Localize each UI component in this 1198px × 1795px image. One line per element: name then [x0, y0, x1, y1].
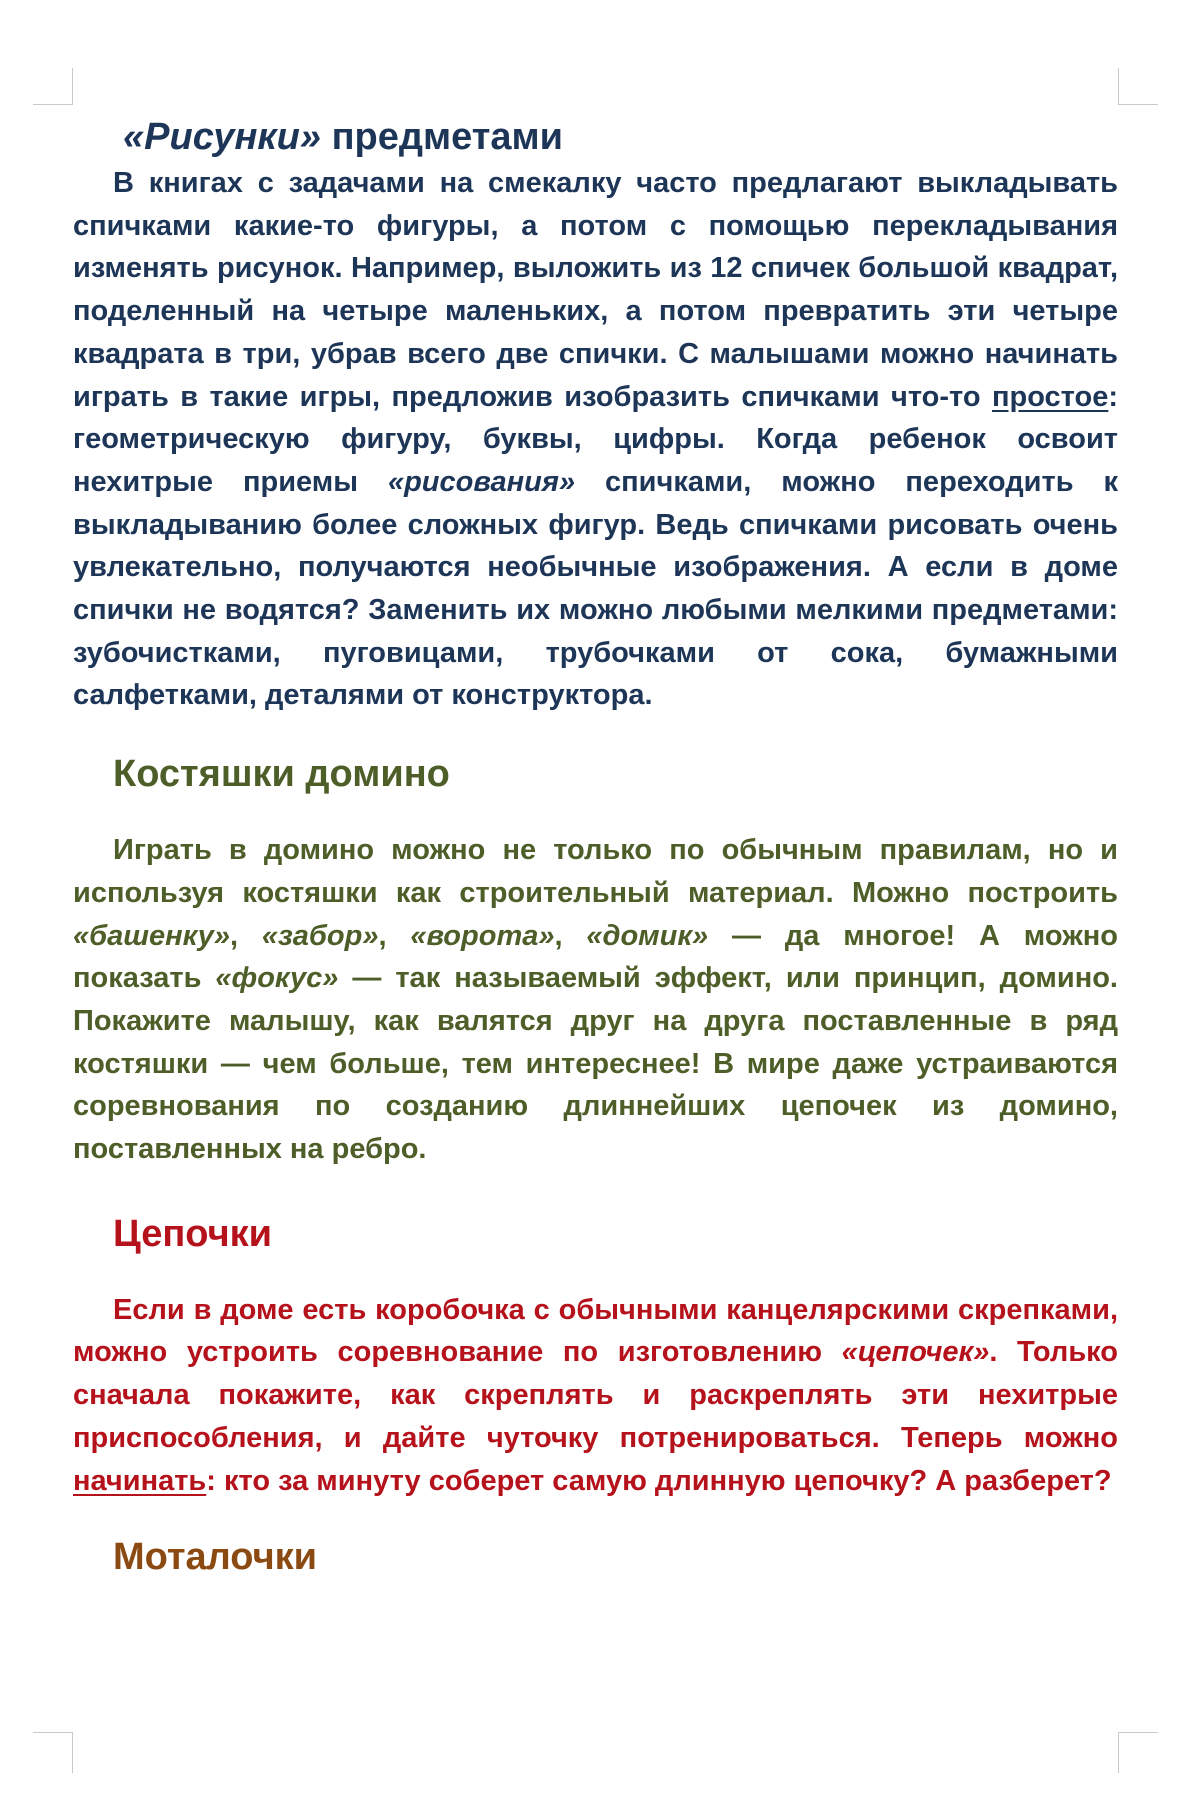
italic-phrase: «ворота» — [410, 919, 555, 952]
crop-mark-bottom-right — [1118, 1732, 1158, 1773]
section-title: Моталочки — [113, 1536, 318, 1579]
section-title: Костяшки домино — [113, 753, 450, 796]
underlined-word: простое — [991, 380, 1109, 413]
text-run: . Только сначала покажите, как скреплять и раскреплять эти нехитрые приспособления, и дайте чуточку потренироваться. Теперь можно — [73, 1336, 1118, 1454]
italic-phrase: «рисования» — [387, 465, 576, 498]
italic-phrase: «цепочек» — [841, 1336, 990, 1369]
text-run: спичками, можно переходить к выкладыванию более сложных фигур. Ведь спичками рисовать очень увлекательно, получаются необычные изображения. А если в доме спички не водятся? Заменить их можно любыми мелкими предметами: зубочистками, пуговицами, трубочками от сока, бумажными салфетками, деталями от конструктора. — [73, 465, 1118, 712]
section-domino — [73, 749, 1118, 1171]
text-run: , — [229, 919, 262, 952]
text-run: , — [378, 919, 411, 952]
section-chains — [73, 1209, 1118, 1503]
text-run: В книгах с задачами на смекалку часто предлагают выкладывать спичками какие-то фигуры, а потом с помощью перекладывания изменять рисунок. Например, выложить из 12 спичек большой квадрат, поделенный на четыре маленьких, а потом превратить эти четыре квадрата в три, убрав всего две спички. С малышами можно начинать играть в такие игры, предложив изобразить спичками что-то — [73, 167, 1118, 413]
italic-phrase: «башенку» — [73, 919, 230, 952]
section-title-rest: предметами — [331, 116, 563, 158]
text-run: : геометрическую фигуру, буквы, цифры. Когда ребенок освоит нехитрые приемы — [73, 380, 1118, 498]
crop-mark-top-left — [33, 68, 73, 105]
section-title-italic: «Рисунки» — [123, 116, 322, 158]
text-run: Если в доме есть коробочка с обычными канцелярскими скрепками, можно устроить соревнование по изготовлению — [73, 1293, 1118, 1369]
text-run: — так называемый эффект, или принцип, домино. Покажите малышу, как валятся друг на друга поставленные в ряд костяшки — чем больше, тем интереснее! В мире даже устраиваются соревнования по созданию длиннейших цепочек из домино, поставленных на ребро. — [73, 962, 1118, 1166]
italic-phrase: «забор» — [261, 919, 379, 952]
section-drawings — [73, 112, 1118, 717]
section-paragraph — [73, 829, 1118, 1171]
section-paragraph — [73, 162, 1118, 717]
text-run: Играть в домино можно не только по обычным правилам, но и используя костяшки как строительный материал. Можно построить — [73, 834, 1118, 909]
text-run: — да многое! А можно показать — [73, 919, 1118, 995]
text-run: : кто за минуту соберет самую длинную цепочку? А разберет? — [206, 1464, 1112, 1497]
text-run: , — [554, 919, 587, 952]
section-paragraph — [73, 1289, 1118, 1503]
section-title — [73, 112, 1118, 162]
document-body — [73, 100, 1118, 1582]
section-title: Цепочки — [113, 1212, 273, 1255]
italic-phrase: «домик» — [586, 919, 709, 952]
underlined-word: начинать — [73, 1464, 207, 1497]
section-winders — [73, 1532, 1118, 1582]
crop-mark-bottom-left — [33, 1732, 73, 1773]
crop-mark-top-right — [1118, 68, 1158, 105]
italic-phrase: «фокус» — [215, 962, 339, 995]
